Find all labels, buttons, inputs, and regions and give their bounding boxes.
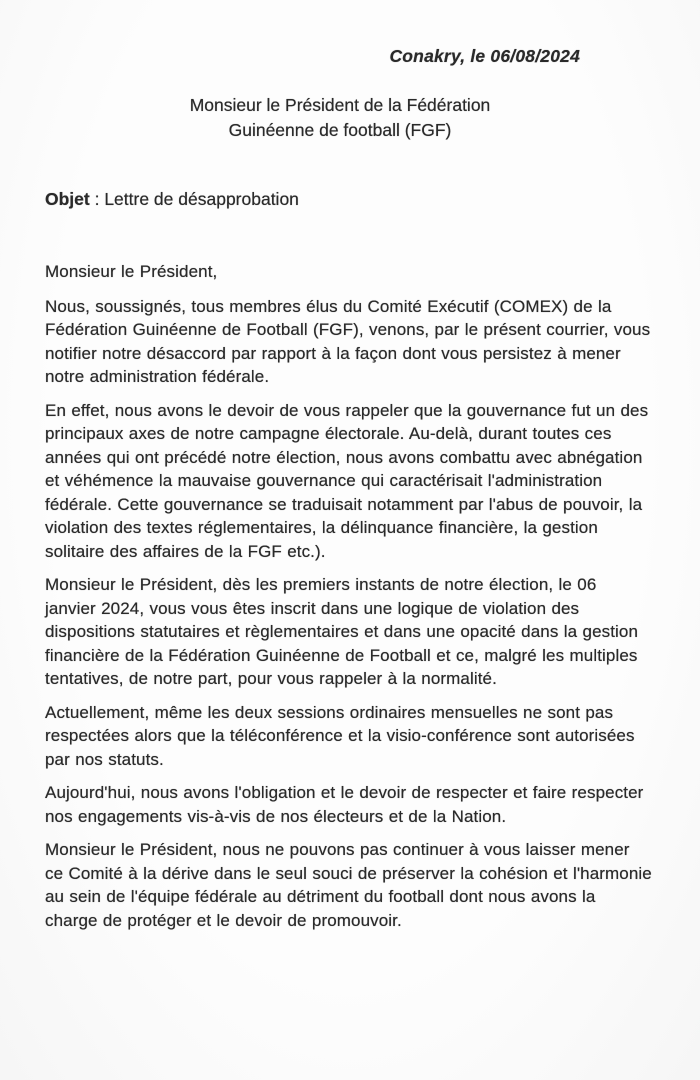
recipient-line-2: Guinéenne de football (FGF) xyxy=(228,120,452,140)
subject-text: : Lettre de désapprobation xyxy=(89,189,299,209)
recipient-line-1: Monsieur le Président de la Fédération xyxy=(189,95,491,115)
dateline: Conakry, le 06/08/2024 xyxy=(389,46,580,66)
letter-paragraph: En effet, nous avons le devoir de vous rappeler que la gouvernance fut un des principaux axes de notre campagne électorale. Au-delà, durant toutes ces années qui ont précédé notre élection, nous avons combattu avec abnégation et véhémence la mauvaise gouvernance qui caractérisait l'administration fédérale. Cette gouvernance se traduisait notamment par l'abus de pouvoir, la violation des textes réglementaires, la délinquance financière, la gestion solitaire des affaires de la FGF etc.). xyxy=(45,400,649,561)
recipient-address xyxy=(0,93,700,143)
subject-line xyxy=(0,189,700,210)
salutation: Monsieur le Président, xyxy=(45,262,218,281)
letter-paragraph: Monsieur le Président, dès les premiers instants de notre élection, le 06 janvier 2024, vous vous êtes inscrit dans une logique de violation des dispositions statutaires et règlementaires et dans une opacité dans la gestion financière de la Fédération Guinéenne de Football et ce, malgré les multiples tentatives, de notre part, pour vous rappeler à la normalité. xyxy=(45,575,639,688)
letter-body xyxy=(0,260,700,932)
letter-paragraph: Nous, soussignés, tous membres élus du Comité Exécutif (COMEX) de la Fédération Guinéenne de Football (FGF), venons, par le présent courrier, vous notifier notre désaccord par rapport à la façon dont vous persistez à mener notre administration fédérale. xyxy=(45,296,651,386)
subject-label: Objet xyxy=(45,189,90,209)
letter-paragraph: Actuellement, même les deux sessions ordinaires mensuelles ne sont pas respectées alors que la téléconférence et la visio-conférence sont autorisées par nos statuts. xyxy=(45,702,635,769)
paragraphs-container xyxy=(45,295,652,933)
letter-paragraph: Aujourd'hui, nous avons l'obligation et le devoir de respecter et faire respecter nos engagements vis-à-vis de nos électeurs et de la Nation. xyxy=(45,783,644,826)
letter-paragraph: Monsieur le Président, nous ne pouvons pas continuer à vous laisser mener ce Comité à la dérive dans le seul souci de préserver la cohésion et l'harmonie au sein de l'équipe fédérale au détriment du football dont nous avons la charge de protéger et le devoir de promouvoir. xyxy=(45,840,652,930)
